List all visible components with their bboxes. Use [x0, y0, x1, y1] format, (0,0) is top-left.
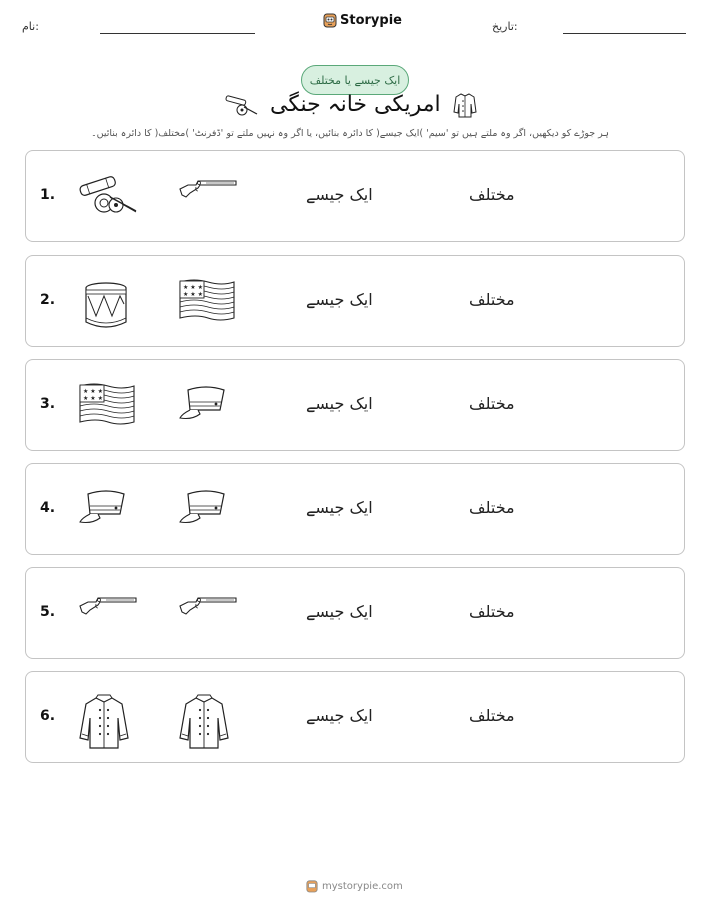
- cannon-icon: [78, 173, 140, 219]
- svg-text:★ ★ ★: ★ ★ ★: [83, 395, 103, 402]
- different-option[interactable]: مختلف: [469, 290, 515, 309]
- different-option[interactable]: مختلف: [469, 602, 515, 621]
- same-option[interactable]: ایک جیسے: [306, 290, 373, 309]
- exercise-row: [25, 150, 685, 242]
- uniform-coat-icon: [78, 694, 130, 754]
- flag-icon: [78, 382, 136, 430]
- uniform-coat-icon: [178, 694, 230, 754]
- kepi-hat-icon: [78, 486, 128, 530]
- same-option[interactable]: ایک جیسے: [306, 706, 373, 725]
- row-number: 1.: [40, 187, 56, 203]
- different-option[interactable]: مختلف: [469, 706, 515, 725]
- same-option[interactable]: ایک جیسے: [306, 185, 373, 204]
- exercise-row: [25, 255, 685, 347]
- musket-icon: [178, 590, 240, 620]
- kepi-hat-icon: [178, 382, 228, 426]
- footer: [306, 879, 403, 893]
- row-number: 5.: [40, 604, 56, 620]
- row-number: 2.: [40, 292, 56, 308]
- row-number: 3.: [40, 396, 56, 412]
- exercise-row: [25, 671, 685, 763]
- drum-icon: [78, 278, 134, 338]
- instructions-text: ہر جوڑے کو دیکھیں، اگر وہ ملتے ہیں تو 'سیم' )ایک جیسے( کا دائرہ بنائیں، یا اگر وہ نہیں ملتے تو 'ڈفرنٹ' )مختلف( کا دائرہ بنائیں۔: [91, 128, 609, 139]
- exercise-row: [25, 463, 685, 555]
- flag-icon: [178, 278, 236, 326]
- brand-name: Storypie: [340, 12, 402, 28]
- date-label: تاریخ:: [492, 20, 518, 33]
- name-label: نام:: [22, 20, 39, 33]
- svg-text:★ ★ ★: ★ ★ ★: [183, 284, 203, 291]
- svg-text:★ ★ ★: ★ ★ ★: [83, 388, 103, 395]
- uniform-coat-icon: [453, 92, 477, 118]
- topic-badge: ایک جیسے یا مختلف: [301, 65, 409, 95]
- page-title: امریکی خانہ جنگی: [270, 92, 441, 117]
- brand-logo: [323, 12, 402, 28]
- exercise-row: [25, 567, 685, 659]
- kepi-hat-icon: [178, 486, 228, 530]
- name-line[interactable]: [100, 33, 255, 34]
- same-option[interactable]: ایک جیسے: [306, 602, 373, 621]
- exercise-row: [25, 359, 685, 451]
- cannon-icon: [224, 94, 260, 116]
- storypie-mascot-icon: [306, 879, 318, 893]
- footer-url[interactable]: mystorypie.com: [322, 880, 403, 892]
- row-number: 6.: [40, 708, 56, 724]
- date-line[interactable]: [563, 33, 686, 34]
- same-option[interactable]: ایک جیسے: [306, 394, 373, 413]
- different-option[interactable]: مختلف: [469, 394, 515, 413]
- different-option[interactable]: مختلف: [469, 185, 515, 204]
- musket-icon: [178, 173, 240, 203]
- different-option[interactable]: مختلف: [469, 498, 515, 517]
- same-option[interactable]: ایک جیسے: [306, 498, 373, 517]
- row-number: 4.: [40, 500, 56, 516]
- musket-icon: [78, 590, 140, 620]
- svg-text:★ ★ ★: ★ ★ ★: [183, 291, 203, 298]
- storypie-mascot-icon: [323, 12, 337, 28]
